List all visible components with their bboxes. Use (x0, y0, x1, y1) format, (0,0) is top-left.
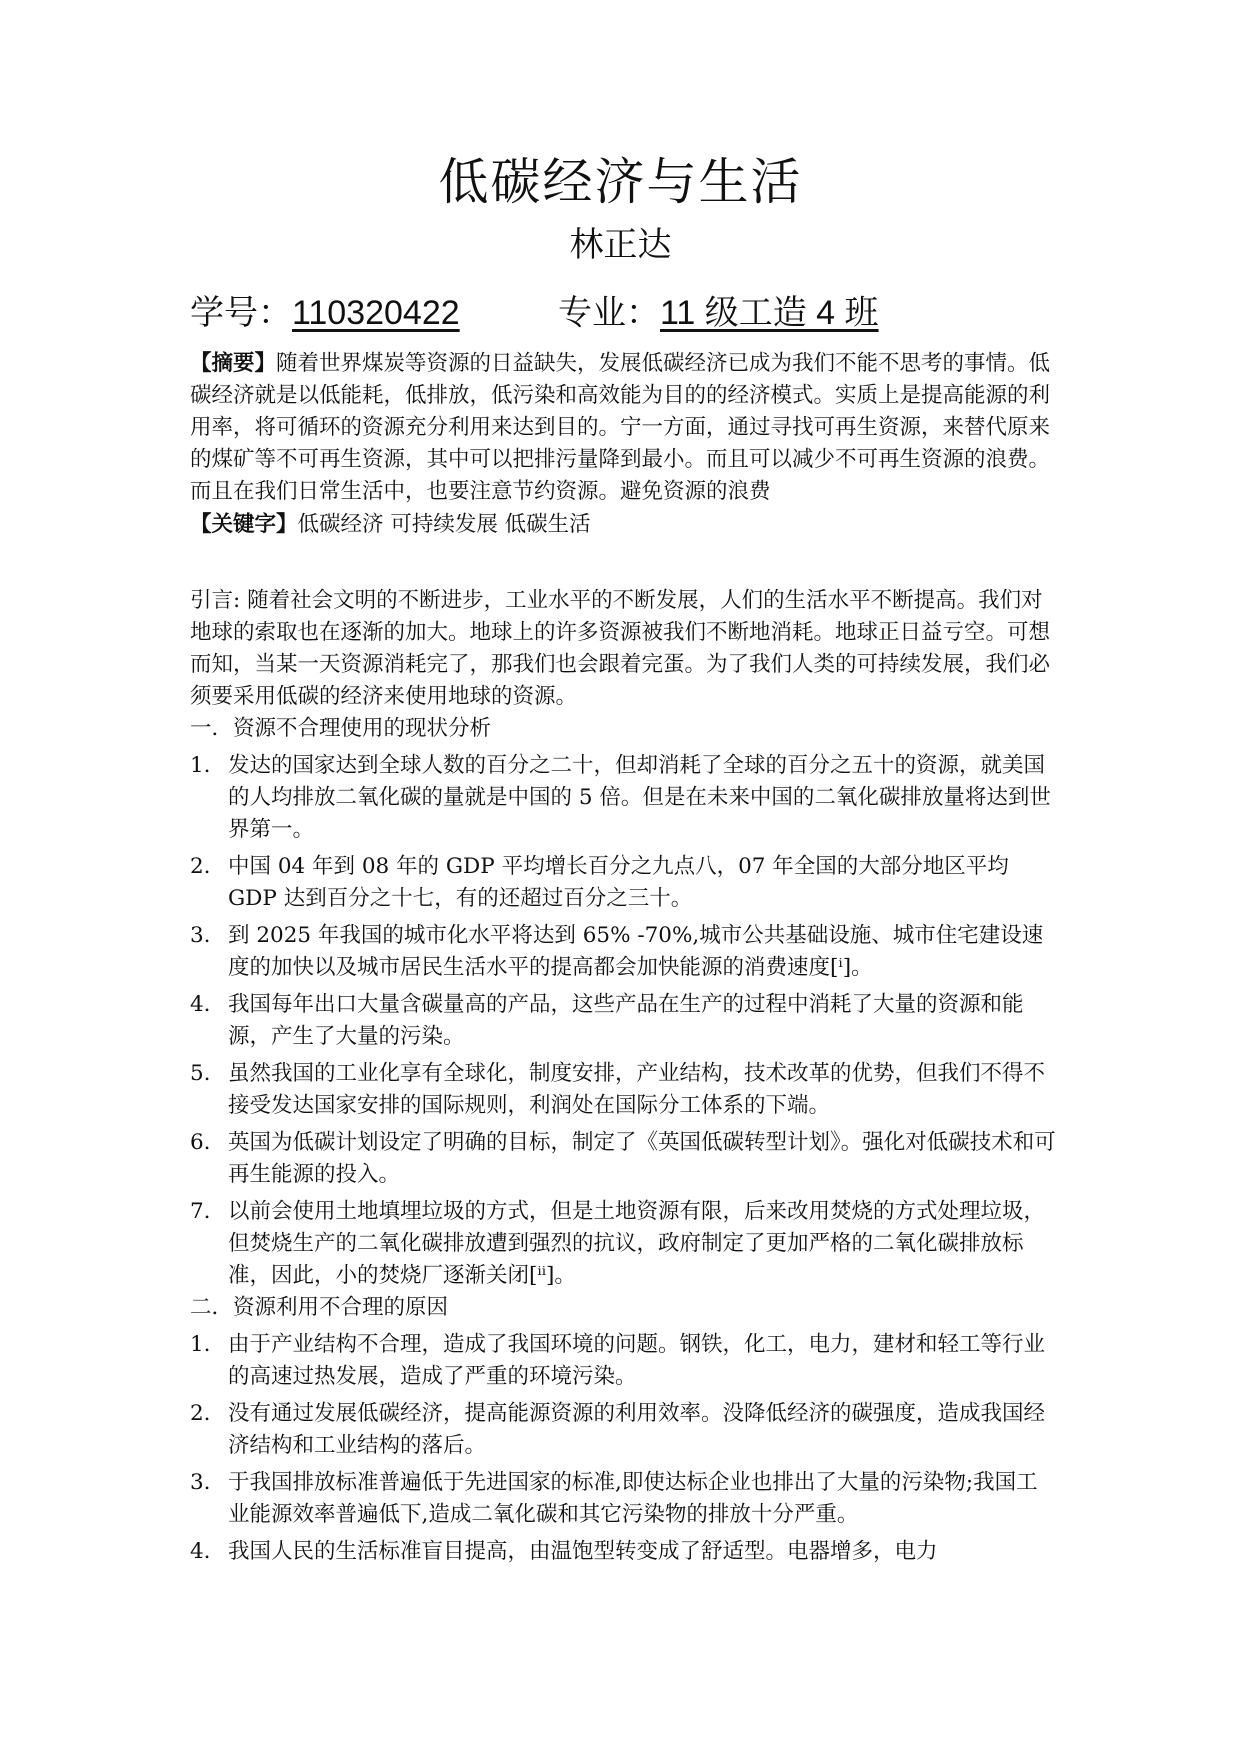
list-text: 我国每年出口大量含碳量高的产品，这些产品在生产的过程中消耗了大量的资源和能源，产生了大量的污染。 (228, 992, 1024, 1049)
major-label: 专业： (558, 294, 660, 332)
list-number: 1. (190, 753, 211, 778)
keywords-paragraph (190, 508, 1058, 541)
list-item (190, 851, 1058, 915)
list-number: 2. (190, 1401, 211, 1426)
list-text: 到 2025 年我国的城市化水平将达到 65% -70%,城市公共基础设施、城市住宅建设速度的加快以及城市居民生活水平的提高都会加快能源的消费速度[ⁱ]。 (228, 923, 1044, 980)
list-item (190, 1196, 1058, 1292)
list-number: 6. (190, 1130, 211, 1155)
list-number: 1. (190, 1332, 211, 1357)
list-number: 5. (190, 1061, 211, 1086)
list-text: 由于产业结构不合理，造成了我国环境的问题。钢铁，化工，电力，建材和轻工等行业的高速过热发展，造成了严重的环境污染。 (228, 1332, 1046, 1389)
list-text: 虽然我国的工业化享有全球化，制度安排，产业结构，技术改革的优势，但我们不得不接受发达国家安排的国际规则，利润处在国际分工体系的下端。 (228, 1061, 1046, 1118)
list-item (190, 1127, 1058, 1191)
student-info-line (190, 290, 1150, 336)
list-number: 4. (190, 1539, 211, 1564)
list-text: 中国 04 年到 08 年的 GDP 平均增长百分之九点八，07 年全国的大部分地区平均 GDP 达到百分之十七，有的还超过百分之三十。 (228, 854, 1009, 911)
list-item (190, 989, 1058, 1053)
section-heading: 二．资源利用不合理的原因 (190, 1295, 449, 1320)
list-text: 没有通过发展低碳经济，提高能源资源的利用效率。没降低经济的碳强度，造成我国经济结构和工业结构的落后。 (228, 1401, 1046, 1458)
document-title: 低碳经济与生活 (438, 154, 803, 210)
list-item (190, 1058, 1058, 1122)
student-id-label: 学号： (190, 294, 292, 332)
list-item (190, 1398, 1058, 1462)
list-number: 7. (190, 1199, 211, 1224)
list-text: 我国人民的生活标准盲目提高，由温饱型转变成了舒适型。电器增多，电力 (228, 1539, 938, 1564)
keywords-label: 【关键字】 (190, 512, 298, 536)
major-value: 11 级工造 4 班 (660, 294, 879, 332)
list-item (190, 920, 1058, 984)
list-text: 发达的国家达到全球人数的百分之二十，但却消耗了全球的百分之五十的资源，就美国的人均排放二氧化碳的量就是中国的 5 倍。但是在未来中国的二氧化碳排放量将达到世界第一。 (228, 753, 1051, 842)
list-text: 于我国排放标准普遍低于先进国家的标准,即使达标企业也排出了大量的污染物;我国工业能源效率普遍低下,造成二氧化碳和其它污染物的排放十分严重。 (228, 1470, 1038, 1527)
intro-paragraph: 引言: 随着社会文明的不断进步，工业水平的不断发展，人们的生活水平不断提高。我们对地球的索取也在逐渐的加大。地球上的许多资源被我们不断地消耗。地球正日益亏空。可想而知，当某一天资源消耗完了，那我们也会跟着完蛋。为了我们人类的可持续发展，我们必须要采用低碳的经济来使用地球的资源。 (190, 588, 1051, 709)
abstract-paragraph (190, 347, 1058, 508)
author-name: 林正达 (569, 226, 672, 264)
list-number: 3. (190, 1470, 211, 1495)
list-number: 2. (190, 854, 211, 879)
list-item (190, 1467, 1058, 1531)
section-list (190, 750, 1058, 1292)
abstract-label: 【摘要】 (190, 351, 277, 375)
list-number: 4. (190, 992, 211, 1017)
list-text: 英国为低碳计划设定了明确的目标，制定了《英国低碳转型计划》。强化对低碳技术和可再生能源的投入。 (228, 1130, 1056, 1187)
list-item (190, 1536, 1058, 1568)
list-item (190, 1329, 1058, 1393)
keywords-text: 低碳经济 可持续发展 低碳生活 (297, 512, 591, 537)
list-number: 3. (190, 923, 211, 948)
section-heading: 一．资源不合理使用的现状分析 (190, 716, 492, 741)
document-body (190, 347, 1058, 1568)
student-id-value: 110320422 (292, 294, 460, 332)
abstract-text: 随着世界煤炭等资源的日益缺失，发展低碳经济已成为我们不能不思考的事情。低碳经济就是以低能耗，低排放，低污染和高效能为目的的经济模式。实质上是提高能源的利用率，将可循环的资源充分利用来达到目的。宁一方面，通过寻找可再生资源，来替代原来的煤矿等不可再生资源，其中可以把排污量降到最小。而且可以减少不可再生资源的浪费。而且在我们日常生活中，也要注意节约资源。避免资源的浪费 (190, 351, 1051, 504)
section-list (190, 1329, 1058, 1568)
list-text: 以前会使用土地填埋垃圾的方式，但是土地资源有限，后来改用焚烧的方式处理垃圾，但焚烧生产的二氧化碳排放遭到强烈的抗议，政府制定了更加严格的二氧化碳排放标准，因此，小的焚烧厂逐渐关闭[ⁱⁱ]。 (228, 1199, 1046, 1288)
list-item (190, 750, 1058, 846)
